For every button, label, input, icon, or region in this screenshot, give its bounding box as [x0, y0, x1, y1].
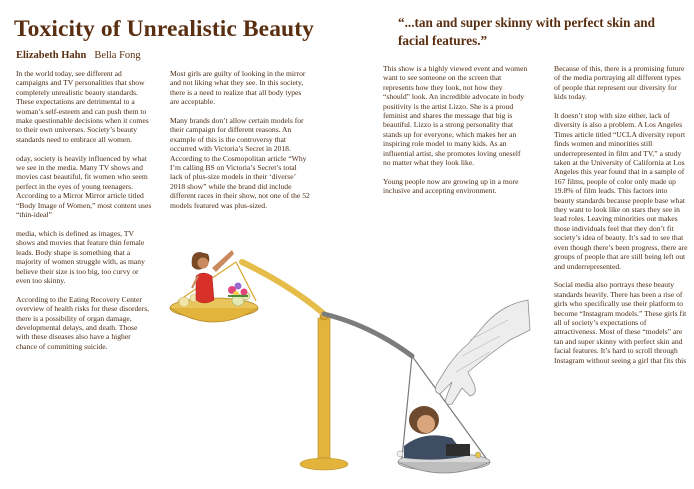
- scale-stand: [300, 312, 348, 470]
- author-2: Bella Fong: [94, 50, 141, 61]
- newspaper-hand: [435, 300, 530, 404]
- article-title: Toxicity of Unrealistic Beauty: [14, 16, 314, 42]
- pull-quote: “...tan and super skinny with perfect skin and facial features.”: [398, 15, 655, 48]
- paragraph: Young people now are growing up in a more inclusive and accepting environment.: [383, 176, 519, 196]
- paragraph: It doesn’t stop with size either, lack of diversity is also a problem. A Los Angeles Times article titled “UCLA diversity report finds women and minorities still underrepresented in film and TV,” a study taken at the University of California at Los Angeles this year found that in a sample of 167 films, people of color only made up 19.8% of film leads. This factors into beauty standards because people base what they want to look like on stars they see in lead roles. Leaving minorities out makes those individuals feel that they don’t fit society’s idea of beauty. It’s sad to see that even though there’s been progress, there are groups of people that are still being left out and underrepresented.: [554, 111, 688, 271]
- flower-bouquet: [228, 283, 248, 298]
- paragraph: This show is a highly viewed event and women want to see someone on the screen that represents how they look, not how they “should” look. An incredible advocate in body positivity is the artist Lizzo. She is a proud feminist and shares the message that big is beautiful. Lizzo is a strong personality that stands up for everyone, which makes her an inspiring role model to many kids. As an influential artist, she promotes loving oneself no matter what they look like.: [383, 64, 528, 168]
- paragraph: In the world today, see different ad campaigns and TV personalities that show completely unrealistic beauty standards. These expectations are detrimental to a woman’s self-esteem and can push them to make questionable decisions when it comes to their own universes. Society’s beauty standards need to embrace all women.: [16, 69, 149, 144]
- paragraph: Many brands don’t allow certain models for their campaign for different reasons. An example of this is the controversy that occurred with Victoria’s Secret in 2018.: [170, 116, 304, 154]
- author-1: Elizabeth Hahn: [16, 50, 87, 61]
- woman-figure: [192, 250, 234, 303]
- paragraph: Social media also portrays these beauty standards heavily. There has been a rise of girls who specifically use their platform to become “Instagram models.” These girls fit all of society’s expectations of attractiveness. Most of these “models” are tan and super skinny with perfect skin and facial features. It’s hard to scroll through Instagram without seeing a girl that fits this: [554, 280, 687, 365]
- paragraph: According to the Cosmopolitan article “Why I’m calling BS on Victoria’s Secret’s total lack of plus-size models in their ‘diverse’ 2018 show” while the brand did include different races in their show, not one of the 52 models featured was plus-sized.: [170, 153, 310, 210]
- paragraph: media, which is defined as images, TV shows and movies that feature thin female leads. Body shape is something that a majority of women struggle with, as many believe their size is too big, too curvy or even too skinny.: [16, 228, 145, 285]
- paragraph: According to the Eating Recovery Center overview of health risks for these disorders, there is a possibility of organ damage, developmental delays, and death. Those with these diseases also have a higher chance of committing suicide.: [16, 294, 150, 351]
- paragraph: Because of this, there is a promising future of the media portraying all different types of people that represent our diversity for kids today.: [554, 64, 685, 102]
- paragraph: Most girls are guilty of looking in the mirror and not liking what they see. In this society, there is a need to realize that all body types are acceptable.: [170, 69, 306, 107]
- paragraph: oday, society is heavily influenced by what we see in the media. Many TV shows and movies cast beautiful, fit women who seem perfect in the eyes of young teenagers. According to a Mirror Mirror article titled “Body Image of Women,” most content uses “thin-ideal”: [16, 153, 152, 220]
